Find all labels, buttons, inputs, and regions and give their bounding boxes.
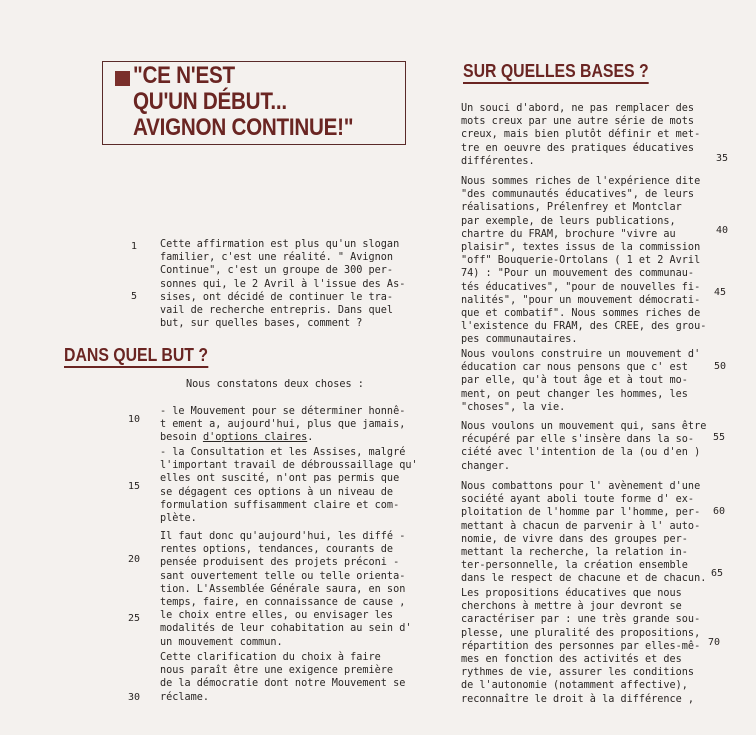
line-number: 10 — [128, 414, 141, 425]
paragraph: Nous constatons deux choses : — [186, 379, 364, 390]
line-number: 60 — [713, 506, 726, 517]
document-title — [133, 63, 353, 141]
title-line: QU'UN DÉBUT... — [133, 88, 287, 115]
paragraph: Il faut donc qu'aujourd'hui, les diffé - rentes options, tendances, courants de pensée produisent des projets préconi - sant ouvertement telle ou telle orienta- tion. L'Assemblée Générale saura, en son temps, faire, en connaissance de cause , le choix entre elles, ou envisager les modalités de leur cohabitation au sein d' un mouvement commun. — [160, 531, 412, 648]
paragraph: - la Consultation et les Assises, malgré l'important travail de débroussaillage qu' elles ont suscité, n'ont pas permis que se dégagent ces options à un niveau de formulation suffisamment claire et com- plète. — [160, 447, 418, 525]
paragraph: Cette clarification du choix à faire nous paraît être une exigence première de la démocratie dont notre Mouvement se réclame. — [160, 652, 406, 703]
paragraph: Nous voulons un mouvement qui, sans être récupéré par elle s'insère dans la so- ciété avec l'intention de la (ou d'en ) changer. — [461, 421, 707, 472]
line-number: 40 — [716, 225, 729, 236]
underlined-phrase: d'options claires — [202, 432, 308, 444]
paragraph: Nous combattons pour l' avènement d'une société ayant aboli toute forme d' ex- ploitation de l'homme par l'homme, per- mettant à chacun de parvenir à l' auto- nomie, de vivre dans des groupes per- mettant la recherche, la relation in- ter-personnelle, la création ensemble dans le respect de chacune et de chacun. — [461, 481, 707, 585]
paragraph: - le Mouvement pour se déterminer honnê- t ement a, aujourd'hui, plus que jamais, besoin d'options claires. — [160, 406, 406, 444]
paragraph: Un souci d'abord, ne pas remplacer des mots creux par une autre série de mots creux, mais bien plutôt définir et met- tre en oeuvre des pratiques éducatives différentes. — [461, 103, 701, 167]
line-number: 50 — [714, 361, 727, 372]
paragraph: Nous sommes riches de l'expérience dite "des communautés éducatives", de leurs réalisations, Prélenfrey et Montclar par exemple, de leurs publications, chartre du FRAM, brochure "vivre au plaisir", textes issus de la commission "off" Bouquerie-Ortolans ( 1 et 2 Avril 74) : "Pour un mouvement des communau- tés éducatives", "pour de nouvelles fi- nalités", "pour un mouvement démocrati- que et combatif". Nous sommes riches de l'existence du FRAM, des CREE, des grou- pes communautaires. — [461, 176, 707, 346]
line-number: 15 — [128, 481, 141, 492]
line-number: 5 — [131, 291, 138, 302]
line-number: 70 — [708, 637, 721, 648]
title-box — [102, 61, 406, 145]
line-number: 45 — [714, 287, 727, 298]
square-bullet-icon — [115, 71, 130, 86]
line-number: 25 — [128, 613, 141, 624]
title-line: AVIGNON CONTINUE!" — [133, 114, 354, 141]
paragraph: Les propositions éducatives que nous cherchons à mettre à jour devront se caractériser par : une très grande sou- plesse, une pluralité des propositions, répartition des personnes par elles-mê- mes en fonction des activités et des rythmes de vie, assurer les conditions de l'autonomie (notamment affective), reconnaître le droit à la différence , — [461, 588, 701, 705]
line-number: 35 — [716, 153, 729, 164]
section-heading-sur-quelles-bases: SUR QUELLES BASES ? — [463, 61, 649, 84]
title-line: "CE N'EST — [133, 62, 235, 89]
line-number: 65 — [711, 568, 724, 579]
paragraph: Nous voulons construire un mouvement d' éducation car nous pensons que c' est par elle, qu'à tout âge et à tout mo- ment, on peut changer les hommes, les "choses", la vie. — [461, 349, 701, 413]
line-number: 55 — [713, 432, 726, 443]
line-number: 30 — [128, 692, 141, 703]
section-heading-dans-quel-but: DANS QUEL BUT ? — [64, 345, 208, 368]
intro-paragraph: Cette affirmation est plus qu'un slogan familier, c'est une réalité. " Avignon Continue", c'est un groupe de 300 per- sonnes qui, le 2 Avril à l'issue des As- sises, ont décidé de continuer le tra- vail de recherche entrepris. Dans quel but, sur quelles bases, comment ? — [160, 239, 406, 330]
line-number: 1 — [131, 241, 138, 252]
line-number: 20 — [128, 554, 141, 565]
